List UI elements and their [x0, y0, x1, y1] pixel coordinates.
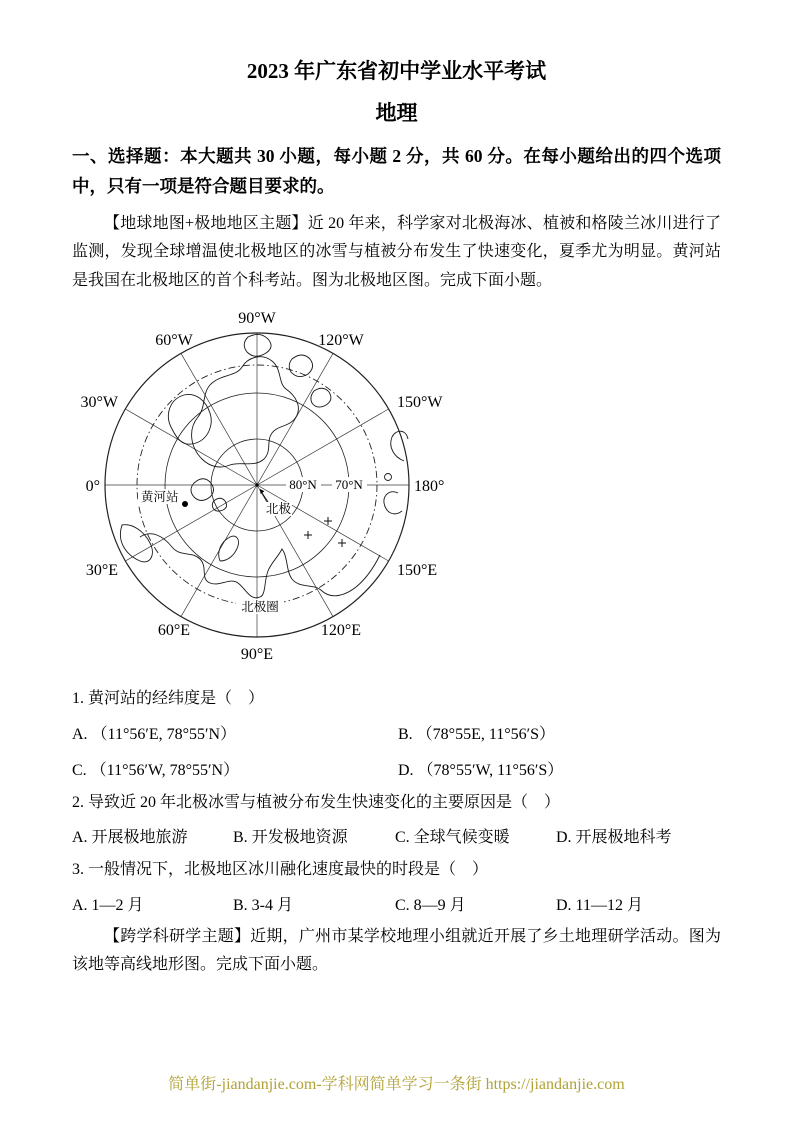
question-1-stem: 1. 黄河站的经纬度是（ ）: [72, 690, 265, 708]
label-70n: 70°N: [335, 477, 363, 493]
parallel-labels: [286, 477, 367, 492]
question-2: [72, 790, 721, 848]
label-120e: 120°E: [320, 622, 362, 640]
label-90e: 90°E: [240, 646, 274, 664]
question-3-option-c: C. 8—9 月: [395, 896, 466, 914]
huanghe-station-label: 黄河站: [141, 490, 179, 505]
question-3: [72, 857, 721, 915]
question-3-option-a: A. 1—2 月: [72, 896, 144, 914]
label-80n: 80°N: [289, 477, 317, 493]
question-2-option-b: B. 开发极地资源: [233, 829, 348, 847]
question-2-options: [72, 824, 721, 847]
question-1-option-c: C. （11°56′W, 78°55′N）: [72, 761, 240, 779]
question-3-stem: 3. 一般情况下，北极地区冰川融化速度最快的时段是（ ）: [72, 861, 489, 879]
exam-title: 2023 年广东省初中学业水平考试: [246, 59, 547, 83]
question-1-option-b: B. （78°55E, 11°56′S）: [398, 725, 556, 743]
label-90w: 90°W: [238, 310, 276, 328]
footer-watermark: 简单街-jiandanjie.com-学科网简单学习一条街 https://jiandanjie.com: [168, 1076, 625, 1093]
polar-map-svg: [52, 299, 452, 671]
label-0: 0°: [85, 478, 100, 496]
question-1-options: [72, 721, 721, 780]
passage-polar: 【地球地图+极地地区主题】近 20 年来，科学家对北极海冰、植被和格陵兰冰川进行了监测，发现全球增温使北极地区的冰雪与植被分布发生了快速变化，夏季尤为明显。黄河站是我国在北极地区的首个科考站。图为北极地区图。完成下面小题。: [72, 214, 721, 289]
section-instructions: 一、选择题：本大题共 30 小题，每小题 2 分，共 60 分。在每小题给出的四个选项中，只有一项是符合题目要求的。: [72, 145, 721, 197]
label-30w: 30°W: [80, 394, 118, 412]
exam-subject: 地理: [375, 100, 418, 125]
question-3-option-b: B. 3-4 月: [233, 896, 294, 914]
question-1: [72, 686, 721, 780]
label-180: 180°: [414, 478, 445, 496]
north-pole-label: 北极: [266, 502, 292, 517]
arctic-circle-marker: [236, 599, 284, 614]
question-2-stem: 2. 导致近 20 年北极冰雪与植被分布发生快速变化的主要原因是（ ）: [72, 793, 561, 811]
label-150w: 150°W: [397, 394, 443, 412]
label-60e: 60°E: [157, 622, 191, 640]
huanghe-station-marker: [138, 489, 188, 507]
label-150e: 150°E: [397, 562, 438, 580]
question-1-option-a: A. （11°56′E, 78°55′N）: [72, 725, 237, 743]
question-3-options: [72, 892, 721, 915]
question-1-option-d: D. （78°55′W, 11°56′S）: [398, 761, 564, 779]
question-3-option-d: D. 11—12 月: [556, 896, 643, 914]
passage-fieldwork: 【跨学科研学主题】近期，广州市某学校地理小组就近开展了乡土地理研学活动。图为该地等高线地形图。完成下面小题。: [72, 927, 721, 974]
label-60w: 60°W: [155, 332, 193, 350]
question-2-option-d: D. 开展极地科考: [556, 829, 672, 847]
label-30e: 30°E: [85, 562, 118, 580]
arctic-circle-label: 北极圈: [241, 600, 279, 615]
label-120w: 120°W: [318, 332, 364, 350]
polar-map-figure: [52, 299, 452, 676]
station-cross-symbols: [304, 517, 346, 547]
question-2-option-c: C. 全球气候变暖: [395, 829, 510, 847]
coastlines: [120, 335, 408, 598]
question-2-option-a: A. 开展极地旅游: [72, 829, 188, 847]
